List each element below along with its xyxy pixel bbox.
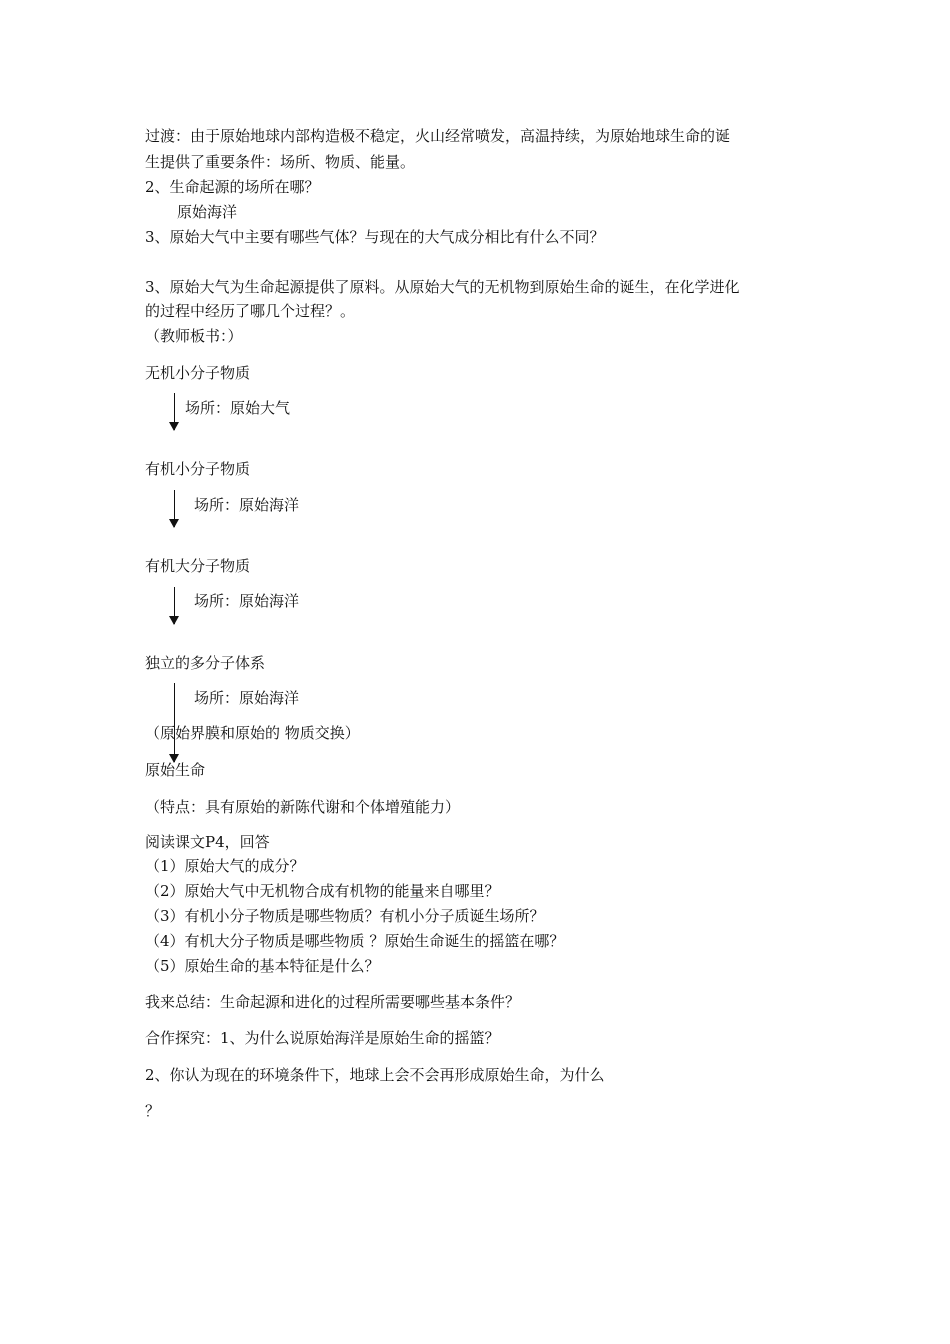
reading-item: （4）有机大分子物质是哪些物质 ？原始生命诞生的摇篮在哪？ (145, 932, 565, 950)
board-note: （教师板书：） (145, 327, 243, 345)
question-3b-line-1: 3、原始大气为生命起源提供了原料。从原始大气的无机物到原始生命的诞生，在化学进化 (145, 278, 740, 296)
flow-stage-1: 无机小分子物质 (145, 364, 251, 382)
flow-arrow-3 (174, 587, 175, 624)
flow-place-3: 场所：原始海洋 (194, 592, 300, 610)
flow-place-2: 场所：原始海洋 (194, 496, 300, 514)
reading-item: （1）原始大气的成分？ (145, 857, 305, 875)
reading-item: （5）原始生命的基本特征是什么？ (145, 957, 380, 975)
flow-place-4: 场所：原始海洋 (194, 689, 300, 707)
question-3: 3、原始大气中主要有哪些气体？与现在的大气成分相比有什么不同？ (145, 228, 605, 246)
question-2-answer: 原始海洋 (177, 203, 238, 221)
flow-stage-2: 有机小分子物质 (145, 460, 251, 478)
question-2: 2、生命起源的场所在哪？ (145, 178, 320, 196)
question-3b-line-2: 的过程中经历了哪几个过程？。 (145, 302, 356, 320)
cooperate-question-1: 合作探究：1、为什么说原始海洋是原始生命的摇篮？ (145, 1029, 500, 1047)
cooperate-question-2-mark: ？ (145, 1102, 161, 1120)
cooperate-question-2: 2、你认为现在的环境条件下，地球上会不会再形成原始生命，为什么 (145, 1066, 605, 1084)
flow-arrow-1 (174, 393, 175, 430)
summary-question: 我来总结：生命起源和进化的过程所需要哪些基本条件？ (145, 993, 521, 1011)
reading-intro: 阅读课文P4，回答 (145, 833, 270, 851)
flow-feature: （特点：具有原始的新陈代谢和个体增殖能力） (145, 798, 461, 816)
flow-stage-4: 独立的多分子体系 (145, 654, 266, 672)
flow-stage-3: 有机大分子物质 (145, 557, 251, 575)
flow-arrow-2 (174, 490, 175, 527)
reading-item: （2）原始大气中无机物合成有机物的能量来自哪里？ (145, 882, 500, 900)
flow-note-4: （原始界膜和原始的 物质交换） (145, 724, 360, 742)
transition-line-1: 过渡：由于原始地球内部构造极不稳定，火山经常喷发，高温持续，为原始地球生命的诞 (145, 127, 731, 145)
flow-stage-5: 原始生命 (145, 761, 206, 779)
transition-line-2: 生提供了重要条件：场所、物质、能量。 (145, 153, 416, 171)
flow-place-1: 场所：原始大气 (185, 399, 291, 417)
reading-item: （3）有机小分子物质是哪些物质？有机小分子质诞生场所？ (145, 907, 545, 925)
